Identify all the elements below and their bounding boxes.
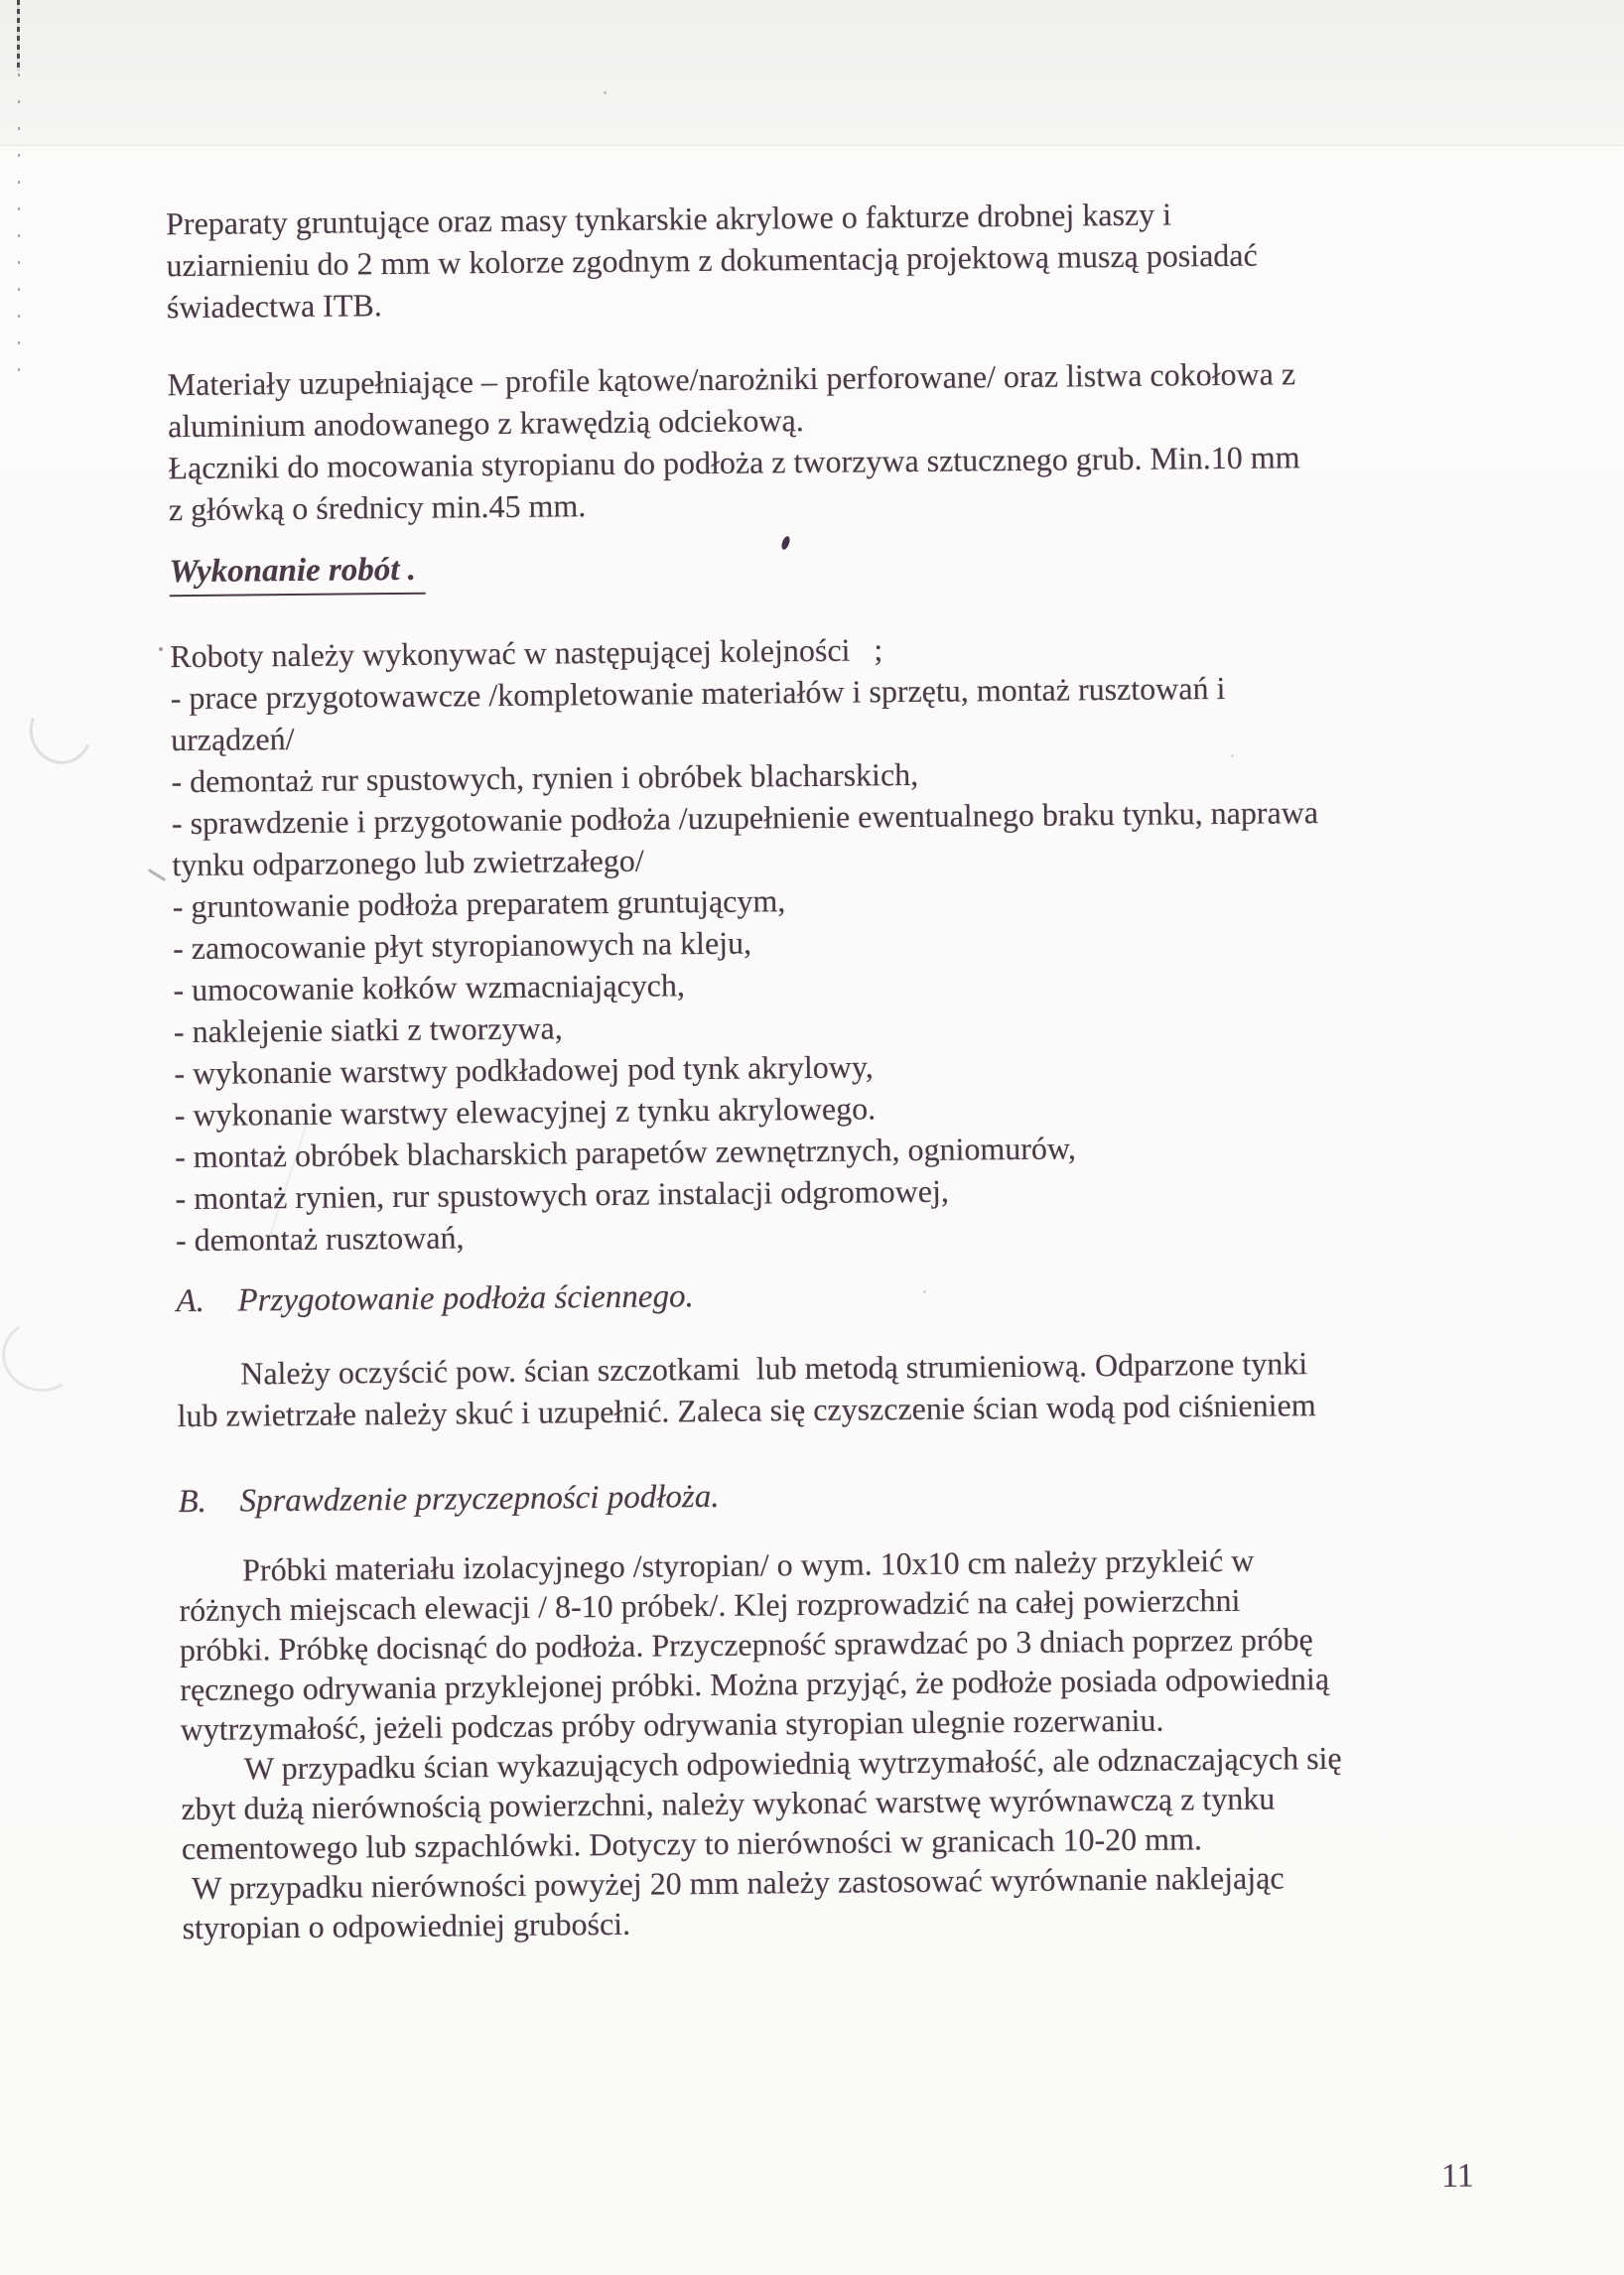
list-line: urządzeń/	[170, 720, 295, 758]
section-heading-text: Wykonanie robót .	[169, 549, 426, 597]
paragraph-section-b	[179, 1538, 1553, 1947]
section-title: Przygotowanie podłoża ściennego.	[237, 1278, 694, 1319]
text-line: z główką o średnicy min.45 mm.	[168, 487, 587, 528]
page-number: 11	[1440, 2157, 1475, 2195]
text-line: świadectwa ITB.	[166, 287, 382, 326]
text-line: Materiały uzupełniające – profile kątowe/narożniki perforowane/ oraz listwa cokołowa z	[167, 355, 1296, 403]
list-line: - wykonanie warstwy elewacyjnej z tynku akrylowego.	[174, 1090, 877, 1134]
heading-wykonanie-robot	[169, 537, 1539, 597]
heading-section-b	[178, 1468, 1548, 1523]
section-letter: A.	[176, 1282, 205, 1320]
section-title: Sprawdzenie przyczepności podłoża.	[239, 1478, 720, 1520]
text-line: różnych miejscach elewacji / 8-10 próbek/. Klej rozprowadzić na całej powierzchni	[179, 1581, 1241, 1629]
text-line: W przypadku nierówności powyżej 20 mm należy zastosować wyrównanie naklejając	[192, 1859, 1285, 1907]
text-line: styropian o odpowiedniej grubości.	[182, 1905, 631, 1946]
list-line: - umocowanie kołków wzmacniających,	[173, 967, 686, 1008]
text-line: próbki. Próbkę docisnąć do podłoża. Przyczepność sprawdzać po 3 dniach poprzez próbę	[179, 1621, 1313, 1669]
list-line: - demontaż rur spustowych, rynien i obróbek blacharskich,	[171, 755, 919, 800]
text-line: Należy oczyścić pow. ścian szczotkami lub metodą strumieniową. Odparzone tynki	[240, 1345, 1308, 1392]
list-line: tynku odparzonego lub zwietrzałego/	[172, 842, 644, 883]
list-line: - prace przygotowawcze /kompletowanie materiałów i sprzętu, montaż rusztowań i	[170, 669, 1226, 717]
text-line: Próbki materiału izolacyjnego /styropian/ o wym. 10x10 cm należy przykleić w	[241, 1541, 1255, 1588]
heading-section-a	[176, 1268, 1546, 1322]
list-line: - naklejenie siatki z tworzywa,	[173, 1009, 563, 1050]
list-line: - demontaż rusztowań,	[175, 1219, 465, 1259]
text-line: Łączniki do mocowania styropianu do podłoża z tworzywa sztucznego grub. Min.10 mm	[168, 439, 1300, 486]
list-line: - sprawdzenie i przygotowanie podłoża /uzupełnienie ewentualnego braku tynku, naprawa	[171, 794, 1319, 842]
text-line: uziarnieniu do 2 mm w kolorze zgodnym z dokumentacją projektową muszą posiadać	[166, 236, 1258, 284]
text-line: W przypadku ścian wykazujących odpowiednią wytrzymałość, ale odznaczających się	[243, 1739, 1342, 1787]
list-line: - zamocowanie płyt styropianowych na kleju,	[172, 924, 752, 967]
text-line: Preparaty gruntujące oraz masy tynkarskie akrylowe o fakturze drobnej kaszy i	[165, 196, 1172, 242]
text-line: cementowego lub szpachlówki. Dotyczy to nierówności w granicach 10-20 mm.	[181, 1820, 1203, 1867]
list-line: - montaż rynien, rur spustowych oraz instalacji odgromowej,	[175, 1172, 950, 1217]
text-line: ręcznego odrywania przyklejonej próbki. Można przyjąć, że podłoże posiada odpowiednią	[180, 1661, 1330, 1708]
text-line: wytrzymałość, jeżeli podczas próby odrywania styropian ulegnie rozerwaniu.	[180, 1701, 1164, 1748]
list-line: - wykonanie warstwy podkładowej pod tynk akrylowy,	[174, 1048, 874, 1092]
paragraph-preparaty-gruntujace	[166, 190, 1537, 328]
list-line: - montaż obróbek blacharskich parapetów zewnętrznych, ogniomurów,	[174, 1130, 1077, 1175]
text-line: Roboty należy wykonywać w następującej kolejności ;	[170, 631, 883, 675]
list-line: - gruntowanie podłoża preparatem gruntującym,	[172, 882, 786, 925]
work-sequence-list	[171, 664, 1547, 1261]
text-line: aluminium anodowanego z krawędzią odciekową.	[167, 402, 804, 445]
section-letter: B.	[178, 1483, 207, 1521]
text-line: lub zwietrzałe należy skuć i uzupełnić. Zaleca się czyszczenie ścian wodą pod ciśnieniem	[177, 1387, 1316, 1434]
paragraph-section-a	[177, 1340, 1548, 1436]
paragraph-materialy-uzupelniajace	[167, 350, 1539, 530]
text-line: zbyt dużą nierównością powierzchni, należy wykonać warstwę wyrównawczą z tynku	[181, 1780, 1276, 1827]
